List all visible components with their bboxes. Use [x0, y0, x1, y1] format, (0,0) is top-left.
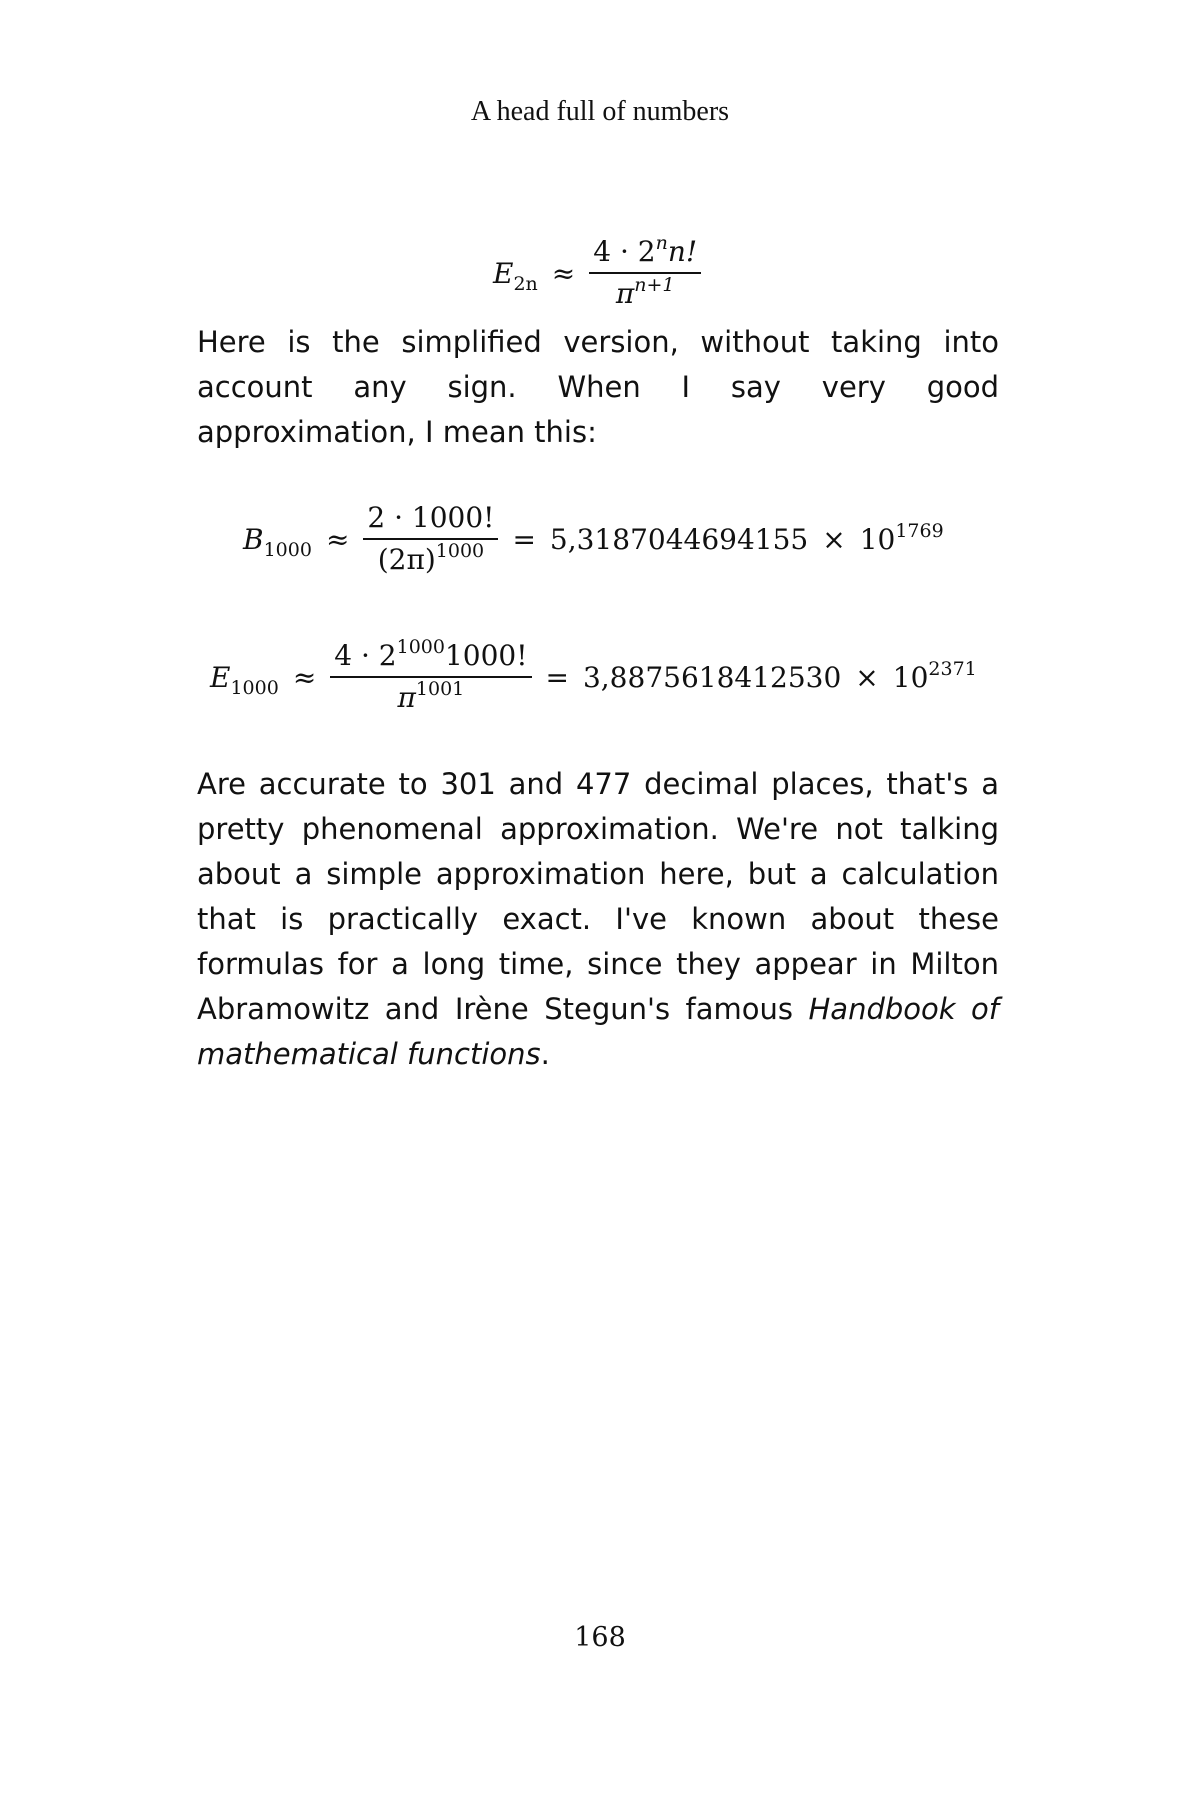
- paragraph-text: Are accurate to 301 and 477 decimal places, that's a pretty phenomenal approximation. We're not talking about a simple approximation here, but a calculation that is practically exact. I've known about these formulas for a long time, since they appear in Milton Abramowitz and Irène Stegun's famous: [197, 767, 999, 1026]
- equation-lhs: $E_{2n}$: [493, 256, 538, 295]
- equation-e2n: [493, 232, 701, 314]
- value: 5,3187044694155: [549, 522, 809, 556]
- numerator: $4 \cdot 2^{1000}1000$!: [334, 636, 528, 672]
- approx-sign: ≈: [292, 660, 317, 694]
- equation-e1000: [210, 636, 977, 718]
- power-of-ten: $10^{2371}$: [892, 657, 977, 694]
- paragraph-intro: Here is the simplified version, without taking into account any sign. When I say very good approximation, I mean this:: [197, 325, 999, 449]
- approx-sign: ≈: [551, 256, 576, 290]
- paragraph-accuracy: [197, 762, 999, 1077]
- fraction: [330, 636, 531, 718]
- equation-lhs: $B_{1000}$: [243, 522, 312, 561]
- numerator: $4 \cdot 2^nn$!: [593, 232, 698, 268]
- value: 3,8875618412530: [582, 660, 842, 694]
- book-title: Handbook of mathematical functions: [197, 992, 999, 1071]
- denominator: $\pi^{1001}$: [397, 678, 465, 714]
- approx-sign: ≈: [325, 522, 350, 556]
- denominator: $(2\pi)^{1000}$: [377, 540, 485, 576]
- paragraph-end: .: [540, 1037, 550, 1071]
- equation-lhs: $E_{1000}$: [210, 660, 279, 699]
- equals-sign: =: [512, 522, 536, 556]
- power-of-ten: $10^{1769}$: [859, 519, 944, 556]
- equals-sign: =: [545, 660, 569, 694]
- fraction: [363, 498, 498, 580]
- times-sign: ×: [822, 522, 846, 556]
- page-number: 168: [574, 1622, 626, 1653]
- times-sign: ×: [855, 660, 879, 694]
- running-header: A head full of numbers: [470, 96, 730, 127]
- denominator: $\pi^{n+1}$: [615, 274, 675, 310]
- numerator: 2 · 1000!: [367, 501, 495, 534]
- equation-b1000: [243, 498, 944, 580]
- fraction: [589, 232, 701, 314]
